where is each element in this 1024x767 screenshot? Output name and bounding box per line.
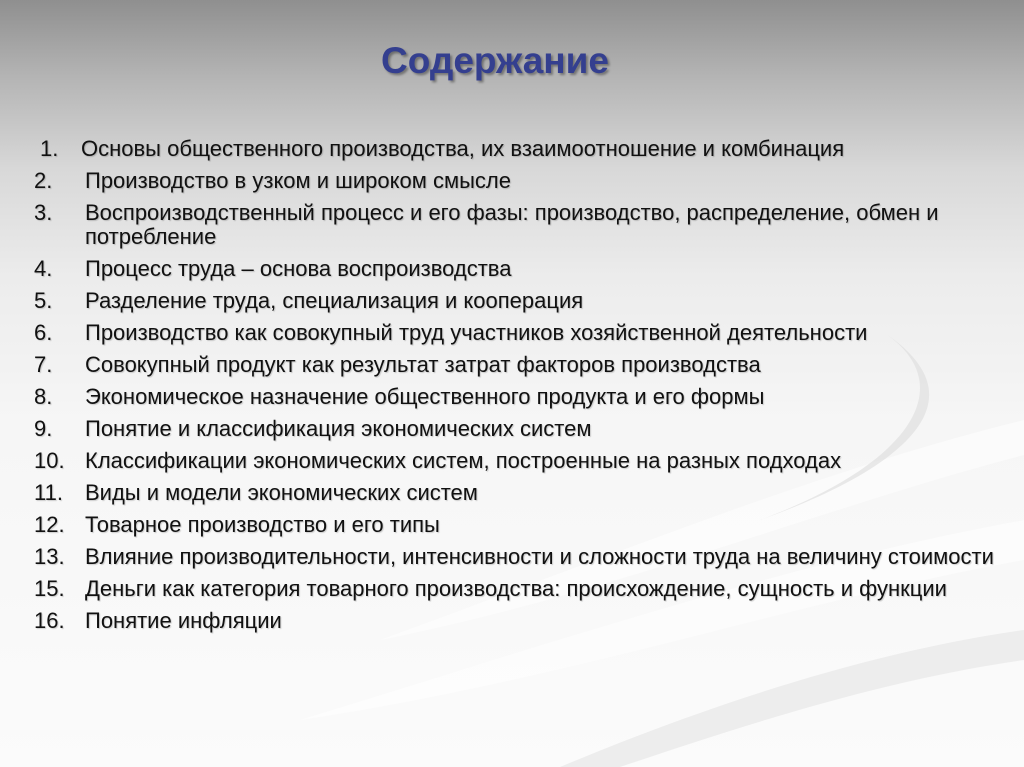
item-number: 5. [34, 288, 53, 313]
item-text: Разделение труда, специализация и кооперация [85, 288, 584, 313]
item-text: Влияние производительности, интенсивности и сложности труда на величину стоимости [85, 544, 994, 569]
item-text: Понятие и классификация экономических систем [85, 416, 592, 441]
slide-title: Содержание [381, 40, 609, 81]
item-number: 1. [40, 136, 59, 161]
item-number: 15. [34, 576, 65, 601]
item-text: Воспроизводственный процесс и его фазы: производство, распределение, обмен и потребление [85, 200, 939, 249]
item-text: Процесс труда – основа воспроизводства [85, 256, 512, 281]
item-text: Основы общественного производства, их взаимоотношение и комбинация [81, 136, 845, 161]
item-text: Виды и модели экономических систем [85, 480, 478, 505]
item-number: 4. [34, 256, 53, 281]
item-text: Производство в узком и широком смысле [85, 168, 511, 193]
list-item [34, 385, 994, 409]
item-number: 10. [34, 448, 65, 473]
item-number: 3. [34, 200, 53, 225]
list-item [34, 169, 994, 193]
list-item [34, 137, 994, 161]
list-item [34, 257, 994, 281]
contents-list [34, 137, 994, 641]
list-item [34, 417, 994, 441]
item-text: Производство как совокупный труд участников хозяйственной деятельности [85, 320, 868, 345]
item-text: Совокупный продукт как результат затрат факторов производства [85, 352, 761, 377]
item-text: Экономическое назначение общественного продукта и его формы [85, 384, 765, 409]
item-number: 16. [34, 608, 65, 633]
item-number: 2. [34, 168, 53, 193]
item-number: 11. [34, 480, 63, 505]
list-item [34, 513, 994, 537]
list-item [34, 481, 994, 505]
item-number: 12. [34, 512, 65, 537]
list-item [34, 353, 994, 377]
item-text: Классификации экономических систем, построенные на разных подходах [85, 448, 842, 473]
list-item [34, 609, 994, 633]
item-number: 9. [34, 416, 53, 441]
item-text: Товарное производство и его типы [85, 512, 440, 537]
list-item [34, 201, 994, 249]
list-item [34, 321, 994, 345]
list-item [34, 577, 994, 601]
list-item [34, 545, 994, 569]
item-text: Понятие инфляции [85, 608, 282, 633]
item-number: 7. [34, 352, 53, 377]
item-text: Деньги как категория товарного производства: происхождение, сущность и функции [85, 576, 947, 601]
list-item [34, 289, 994, 313]
item-number: 13. [34, 544, 65, 569]
item-number: 8. [34, 384, 53, 409]
list-item [34, 449, 994, 473]
item-number: 6. [34, 320, 53, 345]
